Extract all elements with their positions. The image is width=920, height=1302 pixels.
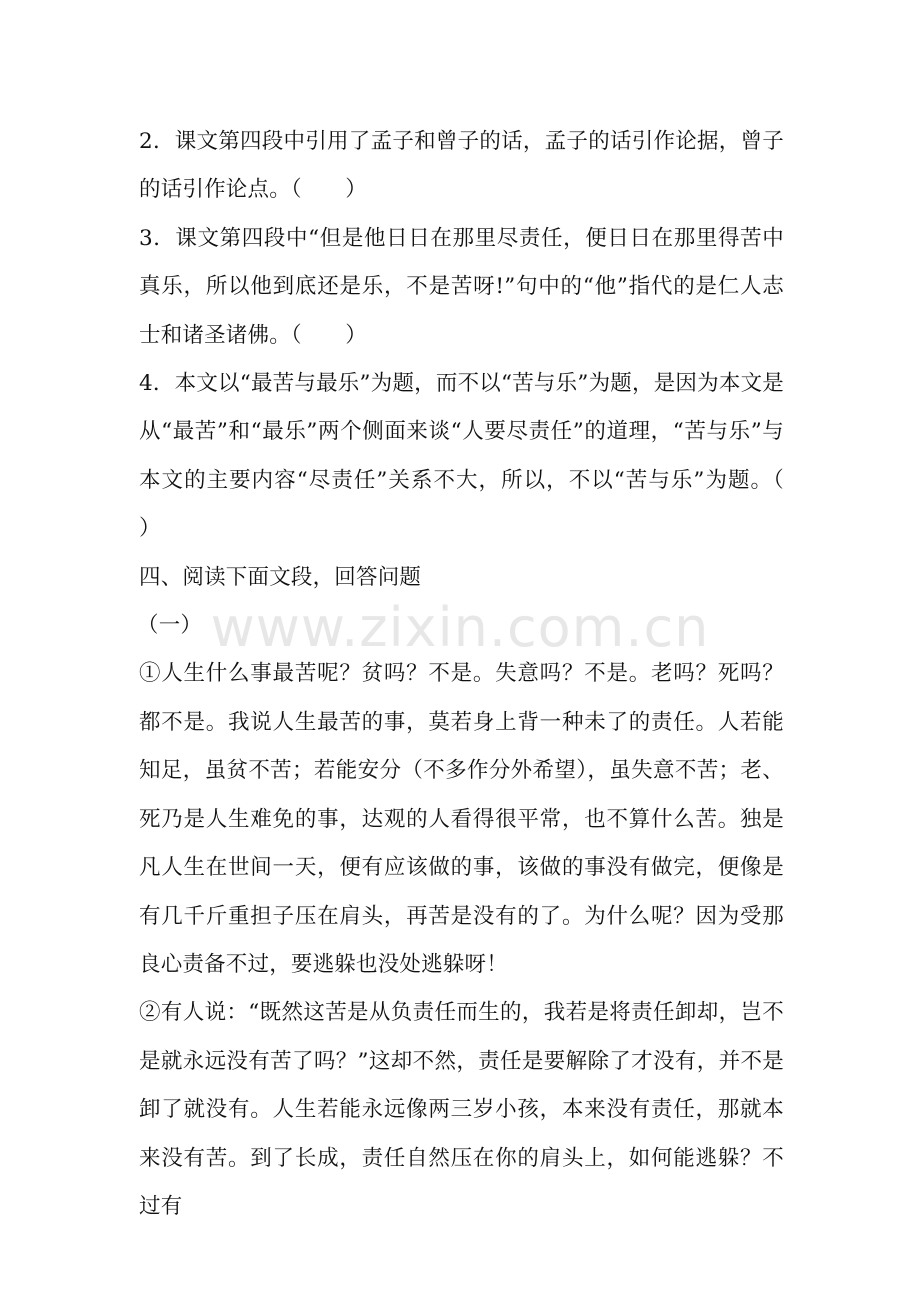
watermark: www.zixin.com.cn bbox=[210, 596, 710, 659]
passage-paragraph-1: ①人生什么事最苦呢？贫吗？不是。失意吗？不是。老吗？死吗？都不是。我说人生最苦的事，莫若身上背一种未了的责任。人若能知足，虽贫不苦；若能安分（不多作分外希望），虽失意不苦；老、死乃是人生难免的事，达观的人看得很平常，也不算什么苦。独是凡人生在世间一天，便有应该做的事，该做的事没有做完，便像是有几千斤重担子压在肩头，再苦是没有的了。为什么呢？因为受那良心责备不过，要逃躲也没处逃躲呀！ bbox=[139, 661, 784, 977]
question-2: 2．课文第四段中引用了孟子和曾子的话，孟子的话引作论据，曾子的话引作论点。（ ） bbox=[139, 129, 784, 203]
subsection-heading: （一） bbox=[137, 613, 203, 639]
question-4: 4．本文以“最苦与最乐”为题，而不以“苦与乐”为题，是因为本文是从“最苦”和“最乐”两个侧面来谈“人要尽责任”的道理，“苦与乐”与本文的主要内容“尽责任”关系不大，所以，不以“苦与乐”为题。（ ） bbox=[139, 371, 828, 542]
question-3: 3．课文第四段中“但是他日日在那里尽责任，便日日在那里得苦中真乐，所以他到底还是乐，不是苦呀!”句中的“他”指代的是仁人志士和诸圣诸佛。（ ） bbox=[139, 225, 784, 348]
section-heading: 四、阅读下面文段，回答问题 bbox=[139, 564, 422, 590]
document-body bbox=[137, 118, 828, 1231]
passage-paragraph-2: ②有人说：“既然这苦是从负责任而生的，我若是将责任卸却，岂不是就永远没有苦了吗？”这却不然，责任是要解除了才没有，并不是卸了就没有。人生若能永远像两三岁小孩，本来没有责任，那就本来没有苦。到了长成，责任自然压在你的肩头上，如何能逃躲？不过有 bbox=[139, 1000, 784, 1219]
